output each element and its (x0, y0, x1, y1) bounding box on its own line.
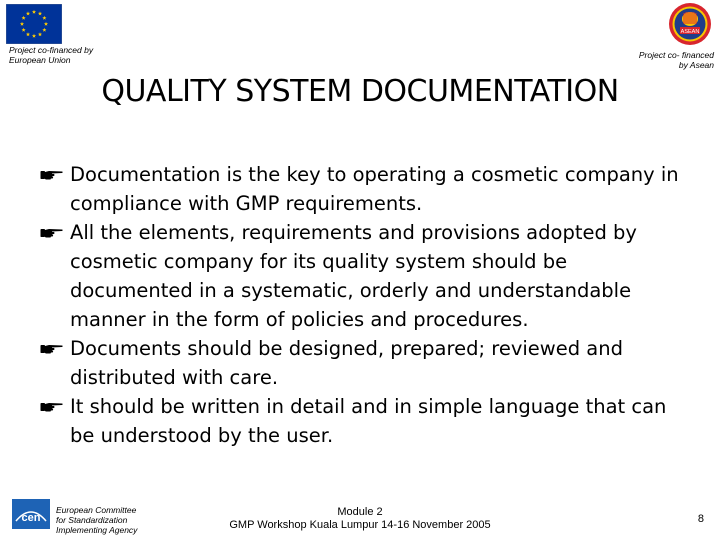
workshop-label: GMP Workshop Kuala Lumpur 14-16 November 2005 (229, 519, 491, 531)
slide-title: QUALITY SYSTEM DOCUMENTATION (101, 74, 619, 109)
pointing-hand-icon (40, 227, 64, 239)
eu-flag-logo (6, 4, 62, 44)
footer-center (160, 506, 560, 532)
pointing-hand-icon (40, 343, 64, 355)
bullet-item: Documents should be designed, prepared; reviewed and distributed with care. (40, 334, 690, 392)
pointing-hand-icon (40, 169, 64, 181)
bullet-item: It should be written in detail and in simple language that can be understood by the user. (40, 392, 690, 450)
page-number: 8 (697, 513, 704, 525)
bullet-list (40, 160, 690, 450)
eu-cofinance-caption: Project co-financed by European Union (9, 45, 94, 65)
bullet-item: All the elements, requirements and provisions adopted by cosmetic company for its quality system should be documented in a systematic, orderly and understandable manner in the form of policies and procedures. (40, 218, 690, 334)
asean-cofinance-caption: Project co- financed by Asean (638, 50, 714, 70)
pointing-hand-icon (40, 401, 64, 413)
asean-logo-text: ASEAN (680, 29, 700, 35)
cen-logo-text: cen (21, 512, 41, 524)
module-label: Module 2 (337, 506, 383, 518)
bullet-item: Documentation is the key to operating a cosmetic company in compliance with GMP requirements. (40, 160, 690, 218)
cen-logo (12, 499, 50, 529)
cen-caption: European Committee for Standardization Implementing Agency (56, 505, 138, 535)
asean-logo (668, 2, 712, 46)
